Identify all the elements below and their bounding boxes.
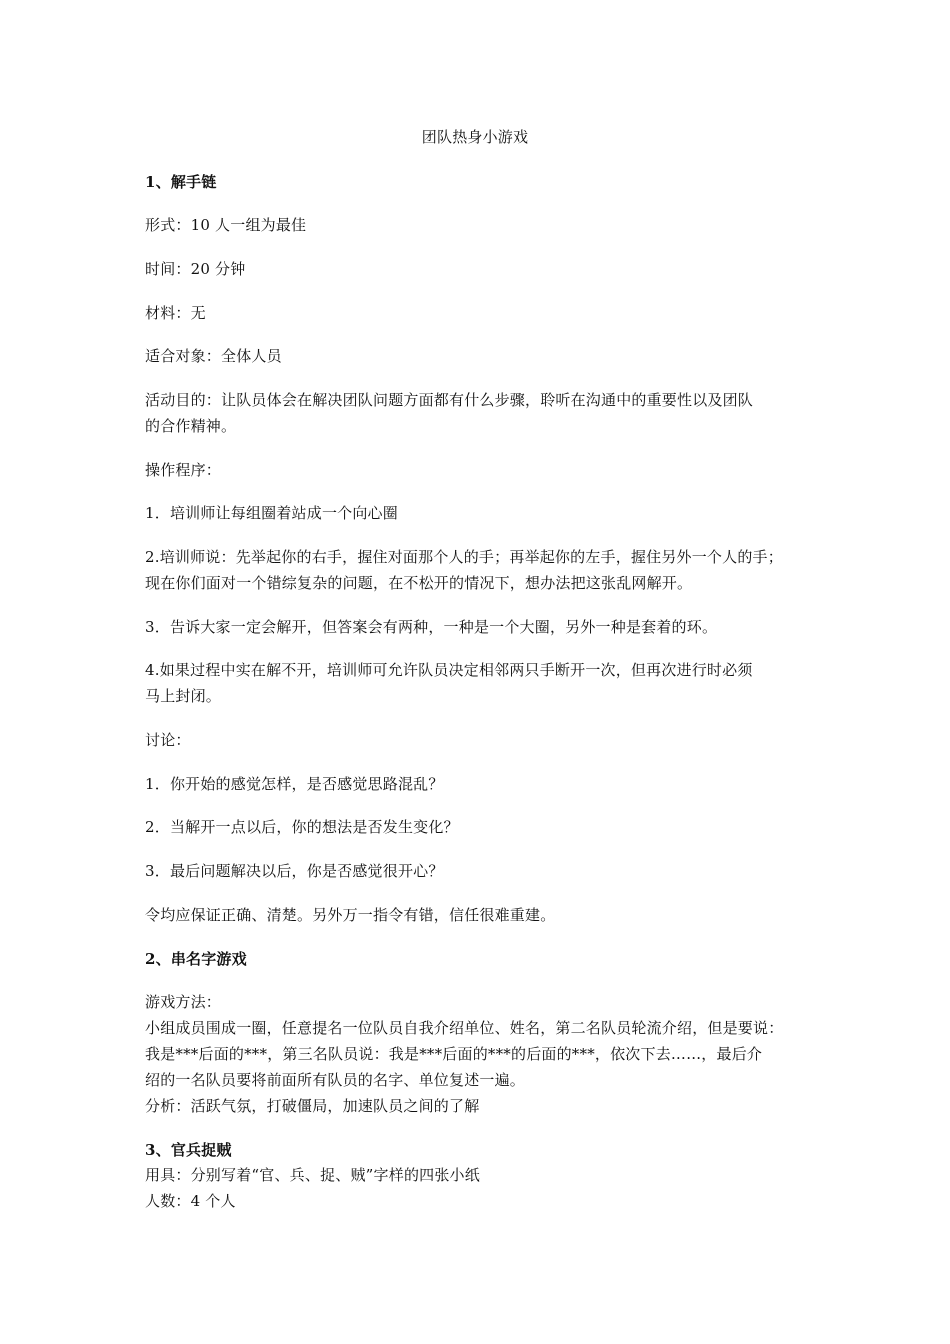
s1-step-4-line-2: 马上封闭。 <box>145 687 222 705</box>
s2-method-label: 游戏方法： <box>145 993 222 1011</box>
s3-tools: 用具：分别写着“官、兵、捉、贼”字样的四张小纸 <box>145 1166 480 1184</box>
s1-purpose-line-2: 的合作精神。 <box>145 417 237 435</box>
s2-analysis: 分析：活跃气氛，打破僵局，加速队员之间的了解 <box>145 1097 480 1115</box>
s1-time: 时间：20 分钟 <box>145 260 246 278</box>
s1-step-1: 1．培训师让每组圈着站成一个向心圈 <box>145 504 398 522</box>
s1-procedure-label: 操作程序： <box>145 461 222 479</box>
s1-step-2-line-1: 2.培训师说：先举起你的右手，握住对面那个人的手；再举起你的左手，握住另外一个人的手； <box>145 548 783 566</box>
s1-step-2-line-2: 现在你们面对一个错综复杂的问题，在不松开的情况下，想办法把这张乱网解开。 <box>145 574 693 592</box>
s2-method-line-1: 小组成员围成一圈，任意提名一位队员自我介绍单位、姓名，第二名队员轮流介绍，但是要说： <box>145 1019 784 1037</box>
s1-step-3: 3．告诉大家一定会解开，但答案会有两种，一种是一个大圈，另外一种是套着的环。 <box>145 618 718 636</box>
s1-step-4-line-1: 4.如果过程中实在解不开，培训师可允许队员决定相邻两只手断开一次，但再次进行时必须 <box>145 661 753 679</box>
s1-material: 材料：无 <box>145 304 206 322</box>
page-title: 团队热身小游戏 <box>421 128 529 146</box>
s2-method-line-2: 我是***后面的***，第三名队员说：我是***后面的***的后面的***，依次下去……，最后介 <box>145 1045 763 1063</box>
s1-form: 形式：10 人一组为最佳 <box>145 216 307 234</box>
s2-method-line-3: 绍的一名队员要将前面所有队员的名字、单位复述一遍。 <box>145 1071 526 1089</box>
section-2-heading: 2、串名字游戏 <box>145 950 247 968</box>
s3-people: 人数：4 个人 <box>145 1192 236 1210</box>
s1-note: 令均应保证正确、清楚。另外万一指令有错，信任很难重建。 <box>145 906 556 924</box>
section-1-heading: 1、解手链 <box>145 173 217 191</box>
section-3-heading: 3、官兵捉贼 <box>145 1141 232 1159</box>
s1-purpose-line-1: 活动目的：让队员体会在解决团队问题方面都有什么步骤，聆听在沟通中的重要性以及团队 <box>145 391 754 409</box>
s1-question-1: 1．你开始的感觉怎样，是否感觉思路混乱？ <box>145 775 444 793</box>
s1-question-3: 3．最后问题解决以后，你是否感觉很开心？ <box>145 862 444 880</box>
s1-discussion-label: 讨论： <box>145 731 191 749</box>
s1-audience: 适合对象：全体人员 <box>145 347 282 365</box>
s1-question-2: 2．当解开一点以后，你的想法是否发生变化？ <box>145 818 459 836</box>
